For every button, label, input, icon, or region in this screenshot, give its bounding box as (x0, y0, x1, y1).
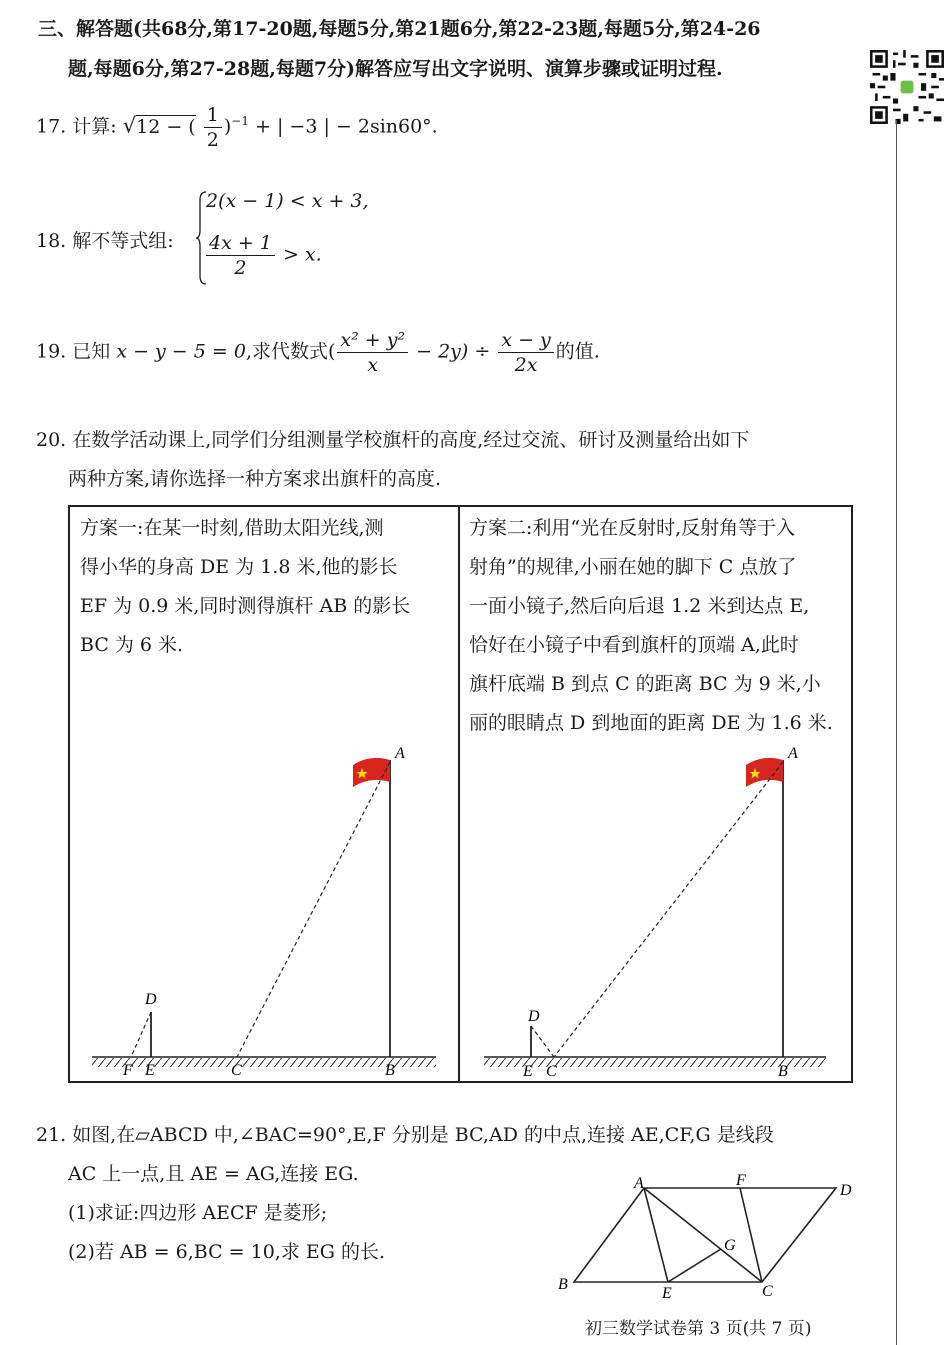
question-18-frac-den: 2 (234, 257, 247, 279)
plan-a-line: BC 为 6 米. (80, 634, 184, 656)
page-footer: 初三数学试卷第 3 页(共 7 页) (585, 1319, 812, 1339)
question-21-text1: 如图,在▱ABCD 中,∠BAC=90°,E,F 分别是 BC,AD 的中点,连接 AE,CF,G 是线段 (72, 1124, 774, 1146)
question-17-frac-num: 1 (204, 103, 222, 128)
plan-b-line: 恰好在小镜子中看到旗杆的顶端 A,此时 (469, 634, 799, 656)
question-19-tail: 的值. (555, 340, 600, 363)
question-19-mid2: − 2y) ÷ (410, 340, 497, 363)
plan-b-ground (484, 1057, 826, 1067)
q21-label-A: A (634, 1175, 644, 1192)
question-19-frac2-num: x − y (498, 328, 553, 353)
question-18-row1: 2(x − 1) < x + 3, (206, 190, 369, 212)
question-21-line1 (36, 1120, 774, 1147)
question-19-frac1-den: x (367, 354, 379, 376)
q21-diagram (574, 1188, 836, 1282)
plan-a-line: EF 为 0.9 米,同时测得旗杆 AB 的影长 (80, 595, 411, 617)
question-20-number: 20. (36, 429, 67, 451)
question-20-text1: 在数学活动课上,同学们分组测量学校旗杆的高度,经过交流、研讨及测量给出如下 (72, 429, 750, 451)
question-17-number: 17. (36, 115, 67, 138)
question-17-label: 计算: (72, 115, 117, 138)
plan-b-label-D: D (528, 1008, 540, 1025)
sqrt-icon: √ (122, 113, 137, 138)
question-19-frac2-den: 2x (514, 354, 538, 376)
q21-segment-AE (644, 1188, 668, 1282)
plan-b-label-C: C (546, 1063, 557, 1080)
q21-segment-AC (644, 1188, 762, 1282)
question-18-row2-tail: > x. (276, 243, 322, 266)
question-19-equation: x − y − 5 = 0 (116, 340, 246, 363)
question-19-pre: 已知 (72, 340, 117, 363)
plan-b-line: 一面小镜子,然后向后退 1.2 米到达点 E, (469, 595, 810, 617)
plan-a-label-F: F (123, 1062, 133, 1079)
plan-a-label-B: B (385, 1062, 395, 1079)
q21-segment-EG (668, 1249, 721, 1282)
plan-b-reflected-ray (531, 1026, 554, 1057)
question-21-sub2: (2)若 AB = 6,BC = 10,求 EG 的长. (68, 1241, 385, 1263)
question-17-part2: ) (223, 115, 232, 138)
q21-parallelogram (574, 1188, 836, 1282)
question-18-number: 18. (36, 230, 67, 252)
plan-b-line: 射角”的规律,小丽在她的脚下 C 点放了 (469, 556, 797, 578)
plan-a-line: 得小华的身高 DE 为 1.8 米,他的影长 (80, 556, 398, 578)
question-18-frac-num: 4x + 1 (206, 231, 275, 256)
question-18-label: 解不等式组: (72, 230, 174, 252)
q21-label-E: E (662, 1285, 672, 1302)
question-19-number: 19. (36, 340, 67, 363)
plan-b-line: 旗杆底端 B 到点 C 的距离 BC 为 9 米,小 (469, 673, 821, 695)
q21-label-F: F (736, 1172, 746, 1189)
q21-label-C: C (762, 1283, 773, 1300)
question-20-line2: 两种方案,请你选择一种方案求出旗杆的高度. (68, 468, 442, 490)
question-17-part3: + | −3 | − 2sin60°. (248, 115, 438, 138)
question-17-frac-den: 2 (206, 129, 219, 151)
plan-b-line: 丽的眼睛点 D 到地面的距离 DE 为 1.6 米. (469, 712, 833, 734)
question-21-number: 21. (36, 1124, 67, 1146)
question-17-exponent: −1 (231, 114, 249, 129)
question-19-mid: ,求代数式( (245, 340, 336, 363)
question-17-part1: 12 − ( (136, 115, 196, 138)
plan-a-label-E: E (145, 1062, 155, 1079)
plan-a-label-C: C (231, 1062, 242, 1079)
plan-b-label-E: E (523, 1063, 533, 1080)
plan-a-shadow-ray (131, 1012, 151, 1057)
plan-a-label-D: D (145, 991, 157, 1008)
q21-label-B: B (558, 1276, 568, 1293)
plan-b-label-A: A (788, 745, 798, 762)
plan-a-sun-ray (237, 762, 390, 1057)
plan-b-label-B: B (778, 1063, 788, 1080)
plan-a-label-A: A (395, 745, 405, 762)
q21-label-G: G (724, 1237, 736, 1254)
section-header-line2: 题,每题6分,第27-28题,每题7分)解答应写出文字说明、演算步骤或证明过程. (68, 58, 723, 80)
question-21-line2: AC 上一点,且 AE = AG,连接 EG. (68, 1163, 359, 1185)
question-19-frac1-num: x² + y² (337, 328, 408, 353)
section-header-line1: 三、解答题(共68分,第17-20题,每题5分,第21题6分,第22-23题,每题5分,第24-26 (38, 18, 761, 40)
q21-label-D: D (840, 1182, 852, 1199)
plan-b-light-ray (554, 762, 783, 1057)
plan-b-line: 方案二:利用“光在反射时,反射角等于入 (469, 517, 796, 539)
plan-a-line: 方案一:在某一时刻,借助太阳光线,测 (80, 517, 384, 539)
question-21-sub1: (1)求证:四边形 AECF 是菱形; (68, 1202, 328, 1224)
